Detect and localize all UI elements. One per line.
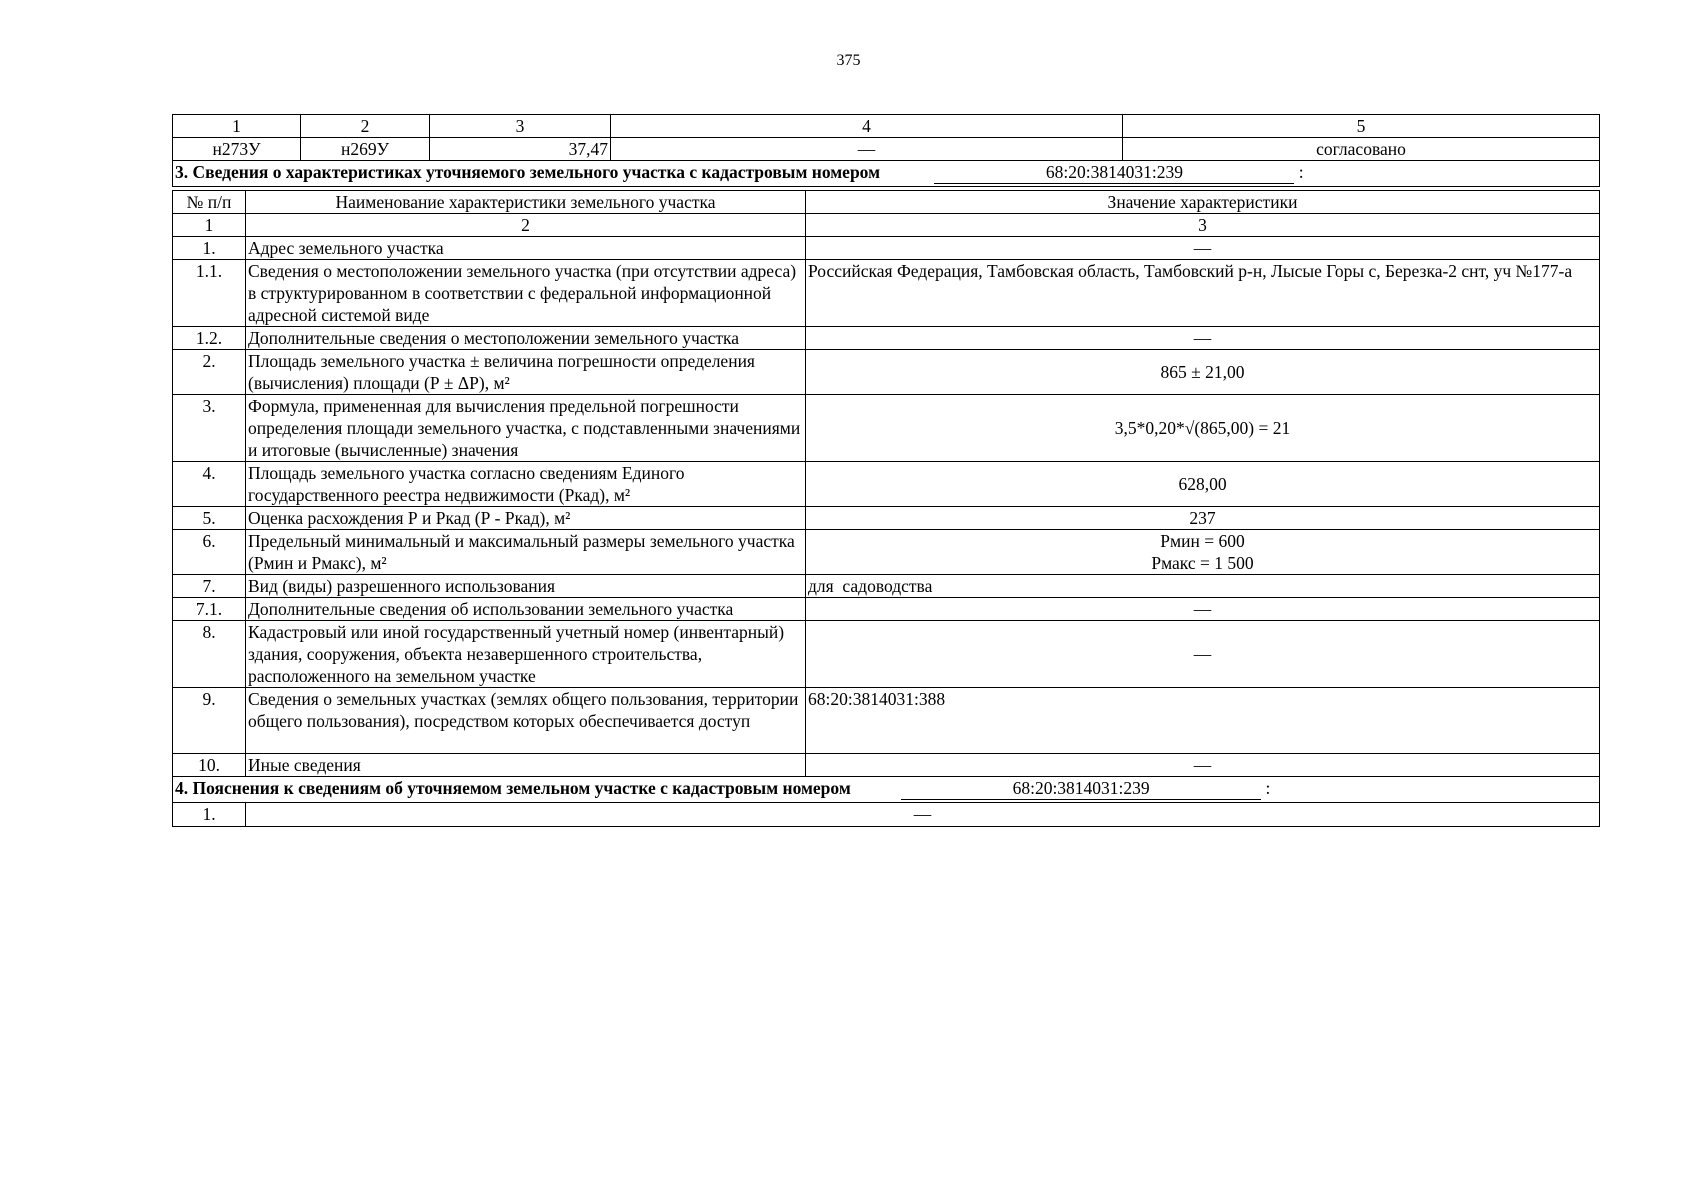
- table-row: [173, 260, 1600, 327]
- min-size-value: Рмин = 600: [1160, 531, 1245, 551]
- table-row: [173, 754, 1600, 777]
- row-name: Адрес земельного участка: [246, 237, 806, 260]
- row-value: —: [806, 754, 1600, 777]
- row-number: 1.2.: [173, 327, 246, 350]
- table-row: [173, 803, 1600, 827]
- section4-title-cell: [173, 777, 1600, 803]
- row-name: Вид (виды) разрешенного использования: [246, 575, 806, 598]
- table-row: [173, 462, 1600, 507]
- characteristics-table: [172, 190, 1600, 827]
- row-value: —: [246, 803, 1600, 827]
- column-number-row: [173, 214, 1600, 237]
- row-value: 628,00: [806, 462, 1600, 507]
- row-name: Площадь земельного участка ± величина погрешности определения (вычисления) площади (Р ± ΔР), м²: [246, 350, 806, 395]
- row-value: 237: [806, 507, 1600, 530]
- row-number: 10.: [173, 754, 246, 777]
- row-value: 865 ± 21,00: [806, 350, 1600, 395]
- column-number: 2: [301, 115, 430, 138]
- row-number: 1.: [173, 237, 246, 260]
- row-name: Дополнительные сведения о местоположении земельного участка: [246, 327, 806, 350]
- column-number: 2: [246, 214, 806, 237]
- column-number: 3: [806, 214, 1600, 237]
- row-name: Предельный минимальный и максимальный размеры земельного участка (Рмин и Рмакс), м²: [246, 530, 806, 575]
- section4-suffix: :: [1265, 778, 1271, 798]
- page-number: 375: [836, 52, 861, 69]
- column-number: 4: [611, 115, 1123, 138]
- column-number-row: [173, 115, 1600, 138]
- table-row: [173, 395, 1600, 462]
- table-row: [173, 237, 1600, 260]
- row-name: Сведения о местоположении земельного участка (при отсутствии адреса) в структурированном в соответствии с федеральной информационной адресной системой виде: [246, 260, 806, 327]
- description-cell: —: [611, 138, 1123, 161]
- row-value: —: [806, 598, 1600, 621]
- length-cell: 37,47: [430, 138, 611, 161]
- table-row: [173, 327, 1600, 350]
- section4-title-row: [173, 777, 1600, 803]
- section4-cadastral-number: 68:20:3814031:239: [901, 777, 1261, 800]
- table-row: [173, 575, 1600, 598]
- row-number: 8.: [173, 621, 246, 688]
- boundary-table: [172, 114, 1600, 187]
- row-value: —: [806, 327, 1600, 350]
- row-value: —: [806, 621, 1600, 688]
- table-row: [173, 598, 1600, 621]
- section3-title: 3. Сведения о характеристиках уточняемого земельного участка с кадастровым номером: [175, 162, 881, 182]
- row-value: Российская Федерация, Тамбовская область, Тамбовский р-н, Лысые Горы с, Березка-2 снт, уч №177-а: [806, 260, 1600, 327]
- row-number: 6.: [173, 530, 246, 575]
- row-number: 1.: [173, 803, 246, 827]
- row-name: Дополнительные сведения об использовании земельного участка: [246, 598, 806, 621]
- row-value: —: [806, 237, 1600, 260]
- column-number: 1: [173, 115, 301, 138]
- header-row: [173, 191, 1600, 214]
- row-value: 68:20:3814031:388: [806, 688, 1600, 754]
- from-point-cell: н273У: [173, 138, 301, 161]
- row-number: 5.: [173, 507, 246, 530]
- table-row: [173, 688, 1600, 754]
- row-value: для садоводства: [806, 575, 1600, 598]
- section4-title: 4. Пояснения к сведениям об уточняемом земельном участке с кадастровым номером: [175, 778, 851, 798]
- row-number: 4.: [173, 462, 246, 507]
- row-number: 7.: [173, 575, 246, 598]
- row-number: 2.: [173, 350, 246, 395]
- section3-title-row: [173, 161, 1600, 187]
- table-row: [173, 507, 1600, 530]
- section3-title-cell: [173, 161, 1600, 187]
- max-size-value: Рмакс = 1 500: [1151, 553, 1254, 573]
- row-value: 3,5*0,20*√(865,00) = 21: [806, 395, 1600, 462]
- row-name: Кадастровый или иной государственный учетный номер (инвентарный) здания, сооружения, объекта незавершенного строительства, расположенного на земельном участке: [246, 621, 806, 688]
- header-name: Наименование характеристики земельного участка: [246, 191, 806, 214]
- table-row: [173, 350, 1600, 395]
- table-row: [173, 530, 1600, 575]
- table-row: [173, 621, 1600, 688]
- row-number: 7.1.: [173, 598, 246, 621]
- status-cell: согласовано: [1123, 138, 1600, 161]
- column-number: 3: [430, 115, 611, 138]
- row-number: 1.1.: [173, 260, 246, 327]
- row-name: Формула, примененная для вычисления предельной погрешности определения площади земельного участка, с подставленными значениями и итоговые (вычисленные) значения: [246, 395, 806, 462]
- row-number: 9.: [173, 688, 246, 754]
- row-value: [806, 530, 1600, 575]
- header-number: № п/п: [173, 191, 246, 214]
- table-row: [173, 138, 1600, 161]
- row-number: 3.: [173, 395, 246, 462]
- header-value: Значение характеристики: [806, 191, 1600, 214]
- section3-suffix: :: [1298, 162, 1304, 182]
- row-name: Оценка расхождения Р и Ркад (Р - Ркад), м²: [246, 507, 806, 530]
- row-name: Площадь земельного участка согласно сведениям Единого государственного реестра недвижимости (Ркад), м²: [246, 462, 806, 507]
- column-number: 5: [1123, 115, 1600, 138]
- column-number: 1: [173, 214, 246, 237]
- row-name: Иные сведения: [246, 754, 806, 777]
- to-point-cell: н269У: [301, 138, 430, 161]
- section3-cadastral-number: 68:20:3814031:239: [934, 161, 1294, 184]
- row-name: Сведения о земельных участках (землях общего пользования, территории общего пользования), посредством которых обеспечивается доступ: [246, 688, 806, 754]
